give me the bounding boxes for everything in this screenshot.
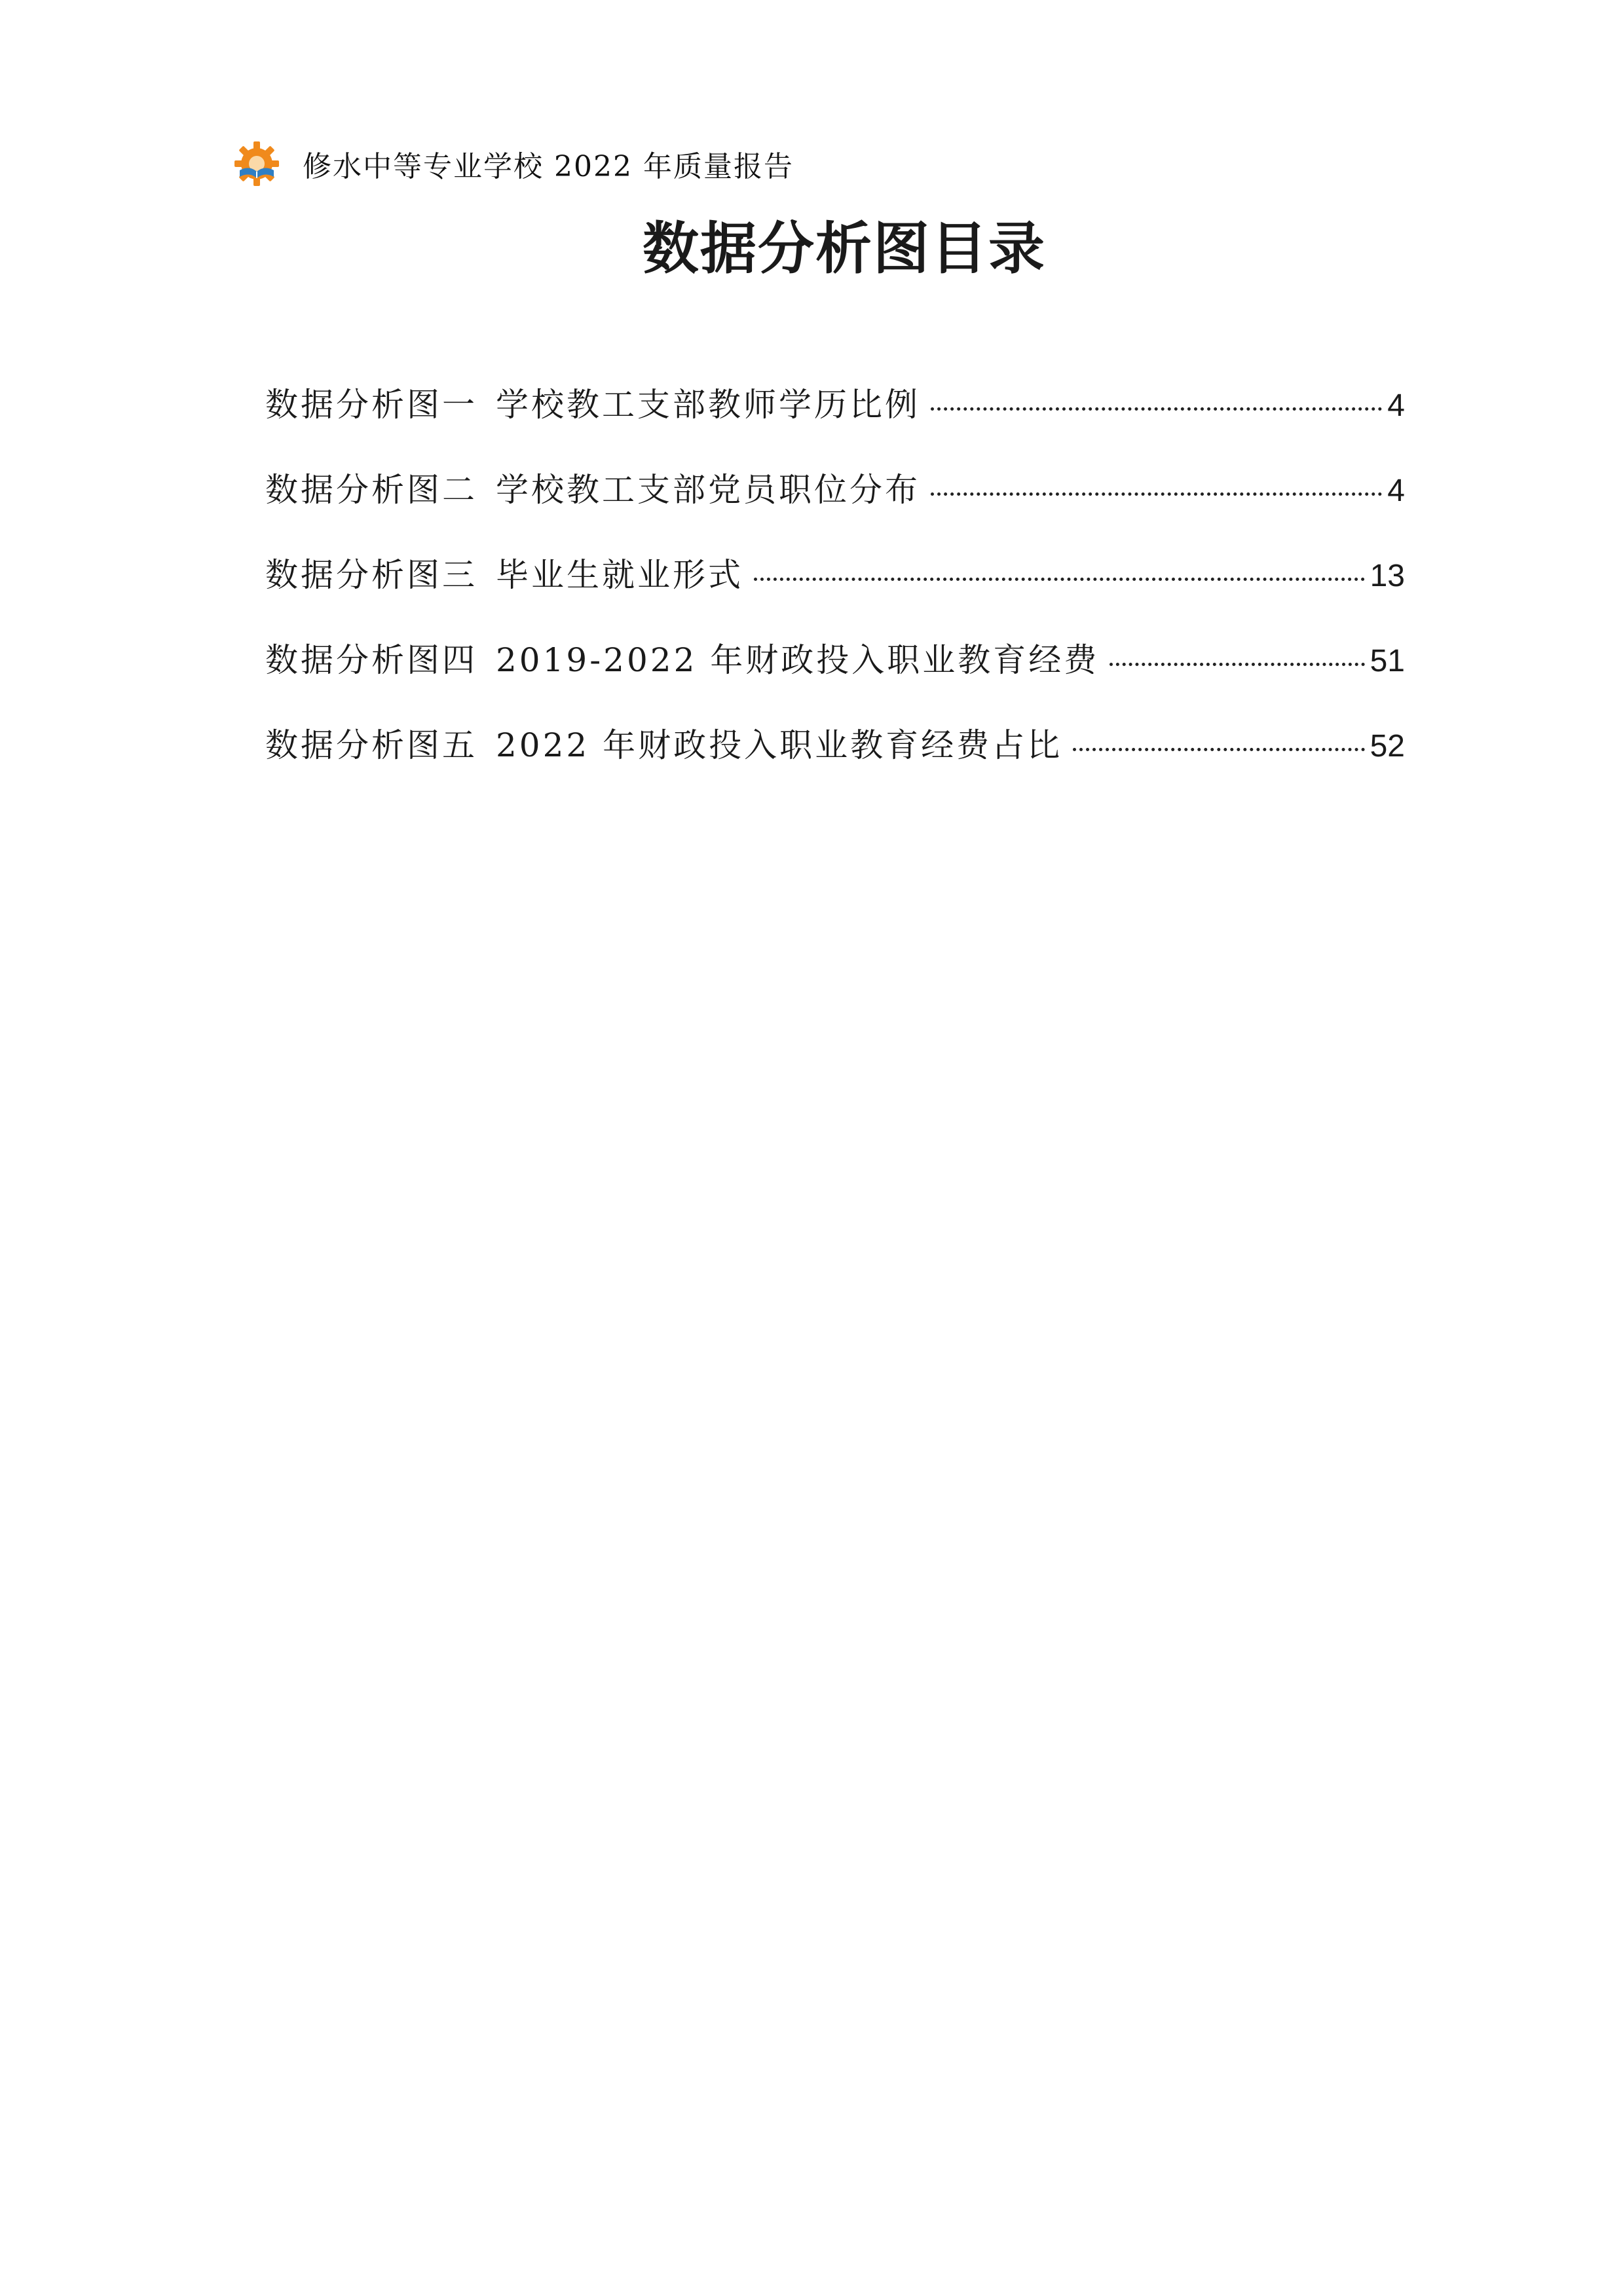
toc-entry[interactable] [265,549,1405,634]
header-title: 修水中等专业学校 2022 年质量报告 [303,150,794,183]
toc-entry-title: 学校教工支部教师学历比例 [496,386,920,424]
toc-entry-title: 毕业生就业形式 [496,556,743,594]
toc-entry[interactable] [265,719,1405,804]
toc-dot-leader [931,492,1382,496]
toc-entry-title: 2019-2022 年财政投入职业教育经费 [496,641,1100,679]
page-header [231,134,794,193]
toc-page-number: 13 [1370,559,1405,593]
school-logo-icon [231,138,283,190]
toc-entry-label: 数据分析图四 2019-2022 年财政投入职业教育经费 [265,641,1100,679]
toc-entry-label: 数据分析图二 学校教工支部党员职位分布 [265,471,920,509]
toc-entry-label: 数据分析图一 学校教工支部教师学历比例 [265,386,920,424]
toc-dot-leader [931,407,1382,411]
toc-dot-leader [1110,663,1364,666]
toc-entry-title: 2022 年财政投入职业教育经费占比 [496,726,1063,764]
toc-dot-leader [754,578,1365,581]
toc-entry-title: 学校教工支部党员职位分布 [496,471,920,509]
page-title: 数据分析图目录 [643,216,1046,282]
toc-entry[interactable] [265,634,1405,719]
toc-entry-label: 数据分析图三 毕业生就业形式 [265,556,743,594]
toc-page-number: 51 [1370,644,1405,678]
toc-page-number: 4 [1387,473,1405,508]
toc-dot-leader [1073,748,1364,751]
toc-page-number: 52 [1370,729,1405,764]
toc-entry-label: 数据分析图五 2022 年财政投入职业教育经费占比 [265,726,1063,764]
toc-list [265,379,1405,804]
toc-page-number: 4 [1387,388,1405,423]
toc-entry[interactable] [265,379,1405,464]
toc-entry[interactable] [265,464,1405,549]
